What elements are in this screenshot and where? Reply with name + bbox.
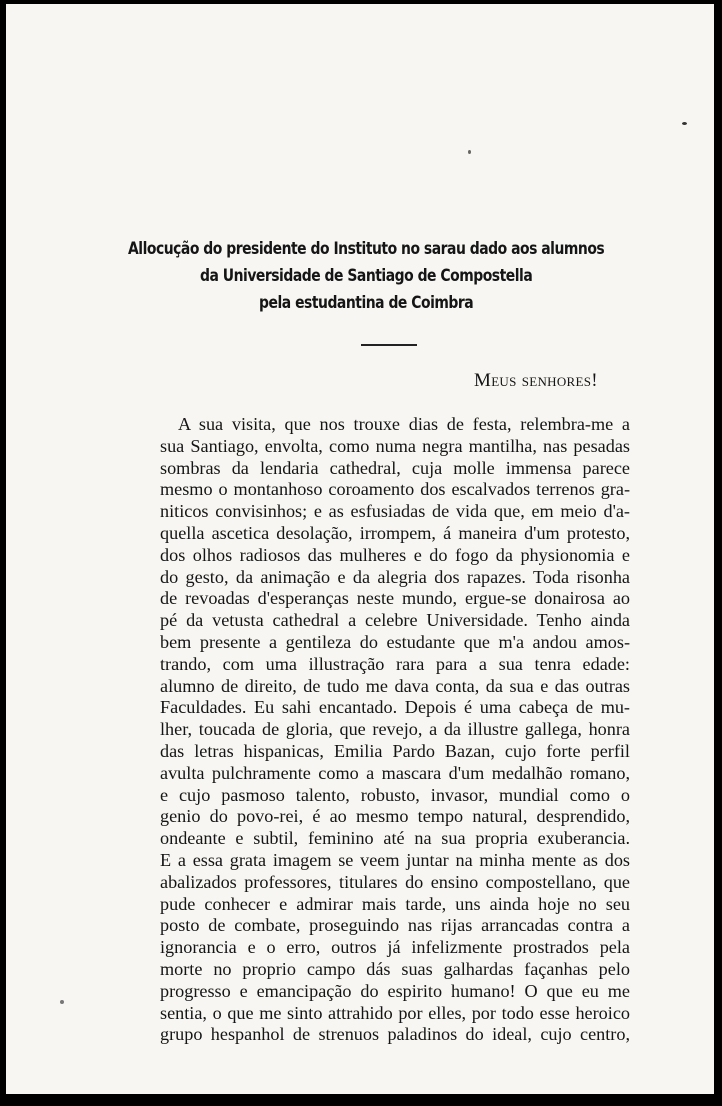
body-line: posto de combate, proseguindo nas rijas arrancadas contra a <box>160 915 630 936</box>
body-paragraph <box>160 414 630 1046</box>
body-line: alumno de direito, de tudo me dava conta, da sua e das outras <box>160 675 630 696</box>
body-line: do gesto, da animação e da alegria dos rapazes. Toda risonha <box>160 566 630 587</box>
body-line: ignorancia e o erro, outros já infelizmente prostrados pela <box>160 937 630 958</box>
body-line: morte no proprio campo dás suas galhardas façanhas pelo <box>160 958 630 979</box>
body-line: sentia, o que me sinto attrahido por elles, por todo esse heroico <box>160 1002 630 1023</box>
document-title <box>76 236 657 317</box>
salutation: Meus senhores! <box>474 370 598 391</box>
body-line: bem presente a gentileza do estudante que m'a andou amos- <box>160 631 630 652</box>
scan-speck <box>682 122 687 125</box>
body-line: dos olhos radiosos das mulheres e do fogo da physionomia e <box>160 544 630 565</box>
title-line: Allocução do presidente do Instituto no sarau dado aos alumnos <box>127 239 605 259</box>
body-line: E a essa grata imagem se veem juntar na minha mente as dos <box>160 849 630 870</box>
body-line: avulta pulchramente como a mascara d'um medalhão romano, <box>160 762 630 783</box>
body-line: lher, toucada de gloria, que revejo, a da illustre gallega, honra <box>160 719 630 740</box>
scan-speck <box>468 150 471 154</box>
scan-speck <box>60 1000 64 1004</box>
body-line: trando, com uma illustração rara para a sua tenra edade: <box>160 653 630 674</box>
body-line: pude conhecer e admirar mais tarde, uns ainda hoje no seu <box>160 893 630 914</box>
body-line: sua Santiago, envolta, como numa negra mantilha, nas pesadas <box>160 435 630 456</box>
body-line: das letras hispanicas, Emilia Pardo Bazan, cujo forte perfil <box>160 740 630 761</box>
body-line: A sua visita, que nos trouxe dias de festa, relembra-me a <box>178 414 630 434</box>
body-line: progresso e emancipação do espirito humano! O que eu me <box>160 980 630 1001</box>
body-line: grupo hespanhol de strenuos paladinos do ideal, cujo centro, <box>160 1024 630 1045</box>
body-line: niticos convisinhos; e as esfusiadas de vida que, em meio d'a- <box>160 501 630 522</box>
body-line: Faculdades. Eu sahi encantado. Depois é uma cabeça de mu- <box>160 697 630 718</box>
body-line: de revoadas d'esperanças neste mundo, ergue-se donairosa ao <box>160 588 630 609</box>
title-divider <box>361 344 417 346</box>
document-page <box>6 4 714 1094</box>
body-line: pé da vetusta cathedral a celebre Universidade. Tenho ainda <box>160 610 630 631</box>
body-line: mesmo o montanhoso coroamento dos escalvados terrenos gra- <box>160 479 630 500</box>
body-line: sombras da lendaria cathedral, cuja molle immensa parece <box>160 457 630 478</box>
body-line: quella ascetica desolação, irrompem, á maneira d'um protesto, <box>160 522 630 543</box>
title-line: da Universidade de Santiago de Compostella <box>200 266 533 286</box>
body-line: ondeante e subtil, feminino até na sua propria exuberancia. <box>160 828 630 849</box>
body-line: abalizados professores, titulares do ensino compostellano, que <box>160 871 630 892</box>
body-line: genio do povo-rei, é ao mesmo tempo natural, desprendido, <box>160 806 630 827</box>
body-line: e cujo pasmoso talento, robusto, invasor, mundial como o <box>160 784 630 805</box>
title-line: pela estudantina de Coimbra <box>259 293 474 313</box>
